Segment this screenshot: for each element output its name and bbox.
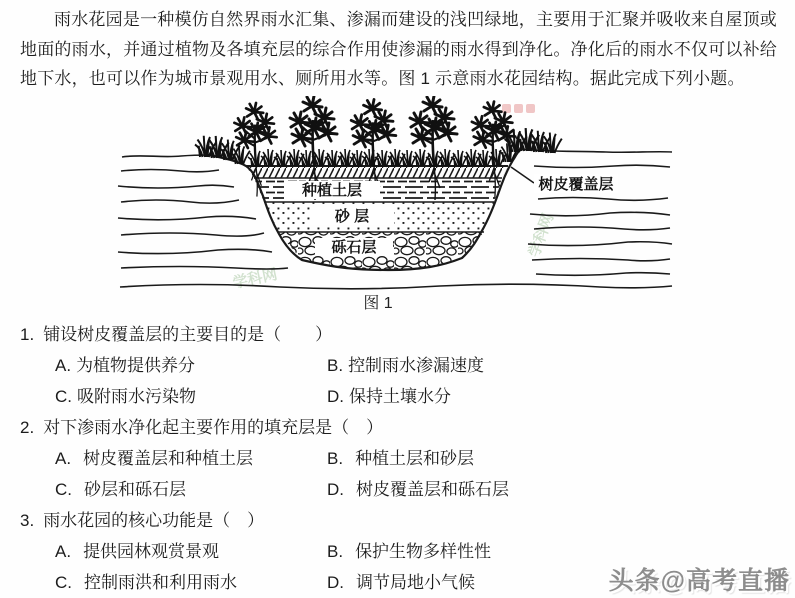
question-2-stem: 2. 对下渗雨水净化起主要作用的填充层是（ ） xyxy=(20,412,780,443)
layer-label-gravel: 砾石层 xyxy=(331,239,377,256)
intro-paragraph: 雨水花园是一种模仿自然界雨水汇集、渗漏而建设的浅凹绿地，主要用于汇聚并吸收来自屋顶或地面的雨水，并通过植物及各填充层的综合作用使渗漏的雨水得到净化。净化后的雨水不仅可以补给地下水，也可以作为城市景观用水、厕所用水等。图 1 示意雨水花园结构。据此完成下列小题。 xyxy=(20,10,777,88)
layer-label-sand: 砂 层 xyxy=(334,208,370,225)
layer-label-soil: 种植土层 xyxy=(301,182,363,199)
question-1-number: 1. xyxy=(20,325,35,344)
rain-garden-figure xyxy=(106,96,690,318)
option-1d: D. 保持土壤水分 xyxy=(327,387,451,406)
ground-strata-right xyxy=(521,149,672,275)
question-2-options xyxy=(55,443,780,505)
layer-label-bark: 树皮覆盖层 xyxy=(538,176,614,193)
option-2a: A. 树皮覆盖层和种植土层 xyxy=(55,449,254,468)
svg-text:学科网: 学科网 xyxy=(231,265,279,292)
option-3c: C. 控制雨洪和利用雨水 xyxy=(55,573,237,592)
svg-text:学科网: 学科网 xyxy=(525,211,558,260)
question-3-number: 3. xyxy=(20,511,35,530)
question-2-number: 2. xyxy=(20,418,35,437)
question-1-options xyxy=(55,350,780,412)
toutiao-watermark: 头条@高考直播 xyxy=(608,567,790,595)
option-1b: B. 控制雨水渗漏速度 xyxy=(327,356,485,375)
option-2c: C. 砂层和砾石层 xyxy=(55,480,186,499)
question-1 xyxy=(20,319,780,412)
question-1-stem: 1. 铺设树皮覆盖层的主要目的是（ ） xyxy=(20,319,780,350)
option-1a: A. 为植物提供养分 xyxy=(55,356,196,375)
option-2b: B. 种植土层和砂层 xyxy=(327,449,475,468)
option-3a: A. 提供园林观赏景观 xyxy=(55,542,220,561)
option-1c: C. 吸附雨水污染物 xyxy=(55,387,196,406)
option-2d: D. 树皮覆盖层和砾石层 xyxy=(327,480,509,499)
question-3-stem: 3. 雨水花园的核心功能是（ ） xyxy=(20,505,780,536)
option-3d: D. 调节局地小气候 xyxy=(327,573,475,592)
bark-layer xyxy=(246,166,508,178)
logo-squares xyxy=(502,104,535,113)
question-2 xyxy=(20,412,780,505)
bark-label-leader-line xyxy=(511,167,534,183)
rain-garden-diagram xyxy=(106,96,690,318)
figure-caption: 图 1 xyxy=(363,295,393,312)
question-list xyxy=(20,319,780,598)
option-3b: B. 保护生物多样性性 xyxy=(327,542,492,561)
